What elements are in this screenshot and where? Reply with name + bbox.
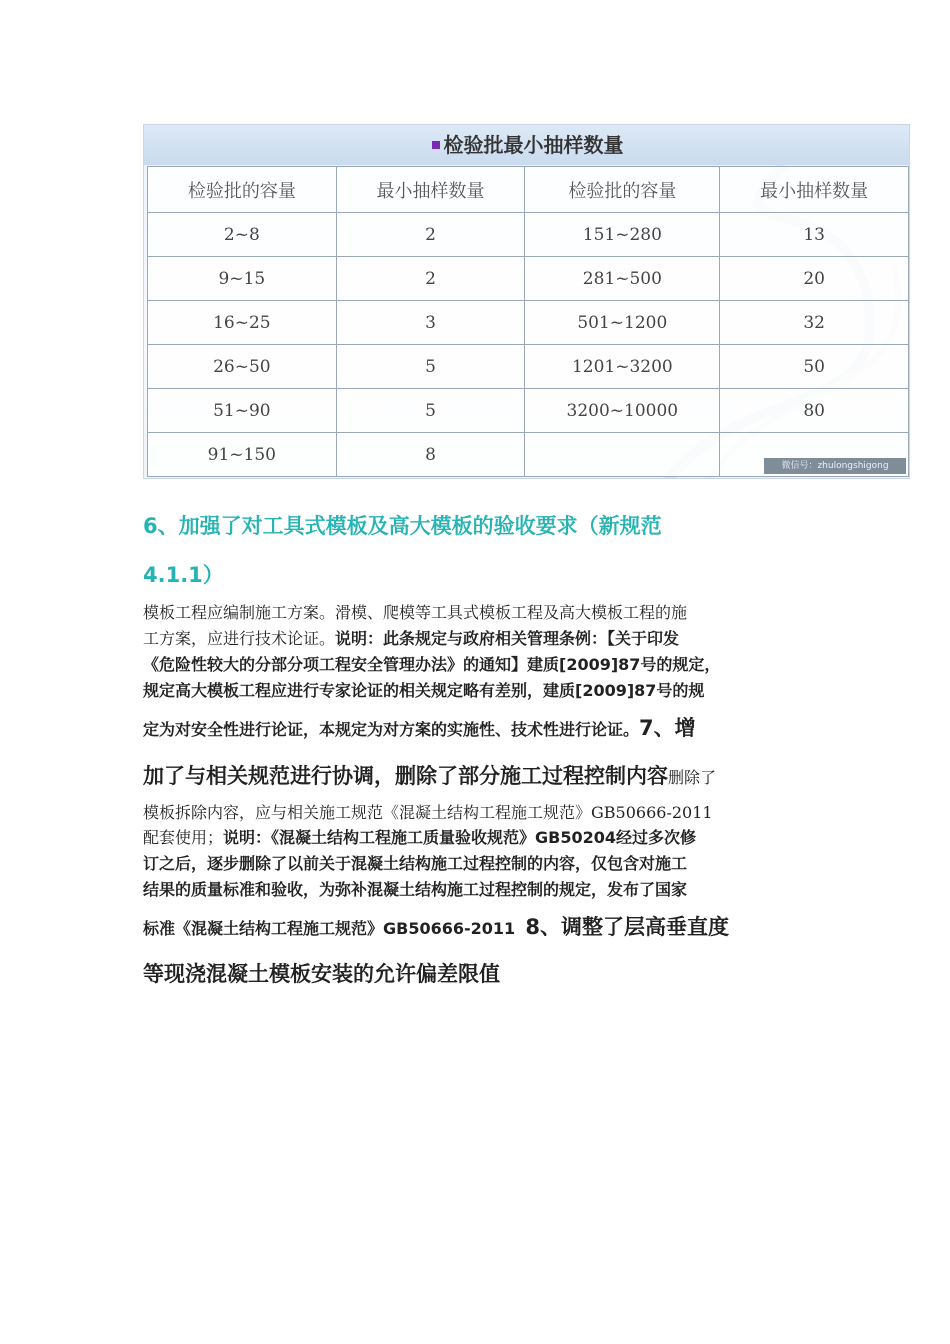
table-title <box>144 125 910 165</box>
title-bullet-icon <box>432 141 440 149</box>
table-cell: 3200~10000 <box>525 389 720 433</box>
table-cell: 80 <box>720 389 909 433</box>
table-cell: 50 <box>720 345 909 389</box>
table-cell: 5 <box>336 389 525 433</box>
table-row <box>148 301 909 345</box>
watermark: 微信号：zhulongshigong <box>764 458 906 474</box>
table-cell: 16~25 <box>148 301 337 345</box>
body-text: 删除了 <box>668 768 717 787</box>
body-line <box>143 825 696 848</box>
table-cell: 9~15 <box>148 257 337 301</box>
table-cell: 51~90 <box>148 389 337 433</box>
section-7-heading-end: 加了与相关规范进行协调，删除了部分施工过程控制内容 <box>143 764 668 788</box>
header-cell: 最小抽样数量 <box>336 167 525 213</box>
body-line: 规定高大模板工程应进行专家论证的相关规定略有差别，建质[2009]87号的规 <box>143 681 705 700</box>
table-header-row <box>148 167 909 213</box>
table-cell: 5 <box>336 345 525 389</box>
header-cell: 最小抽样数量 <box>720 167 909 213</box>
body-text: 工方案，应进行技术论证。 <box>143 629 336 648</box>
header-cell: 检验批的容量 <box>525 167 720 213</box>
body-line <box>143 911 729 941</box>
section-7-heading-start: 7、增 <box>639 716 696 740</box>
sampling-table-figure <box>143 124 910 479</box>
section-8-heading-end: 等现浇混凝土模板安装的允许偏差限值 <box>143 962 500 986</box>
table-cell: 151~280 <box>525 213 720 257</box>
table-cell: 3 <box>336 301 525 345</box>
note-text: 标准《混凝土结构工程施工规范》GB50666-2011 <box>143 919 516 938</box>
table-cell: 91~150 <box>148 433 337 477</box>
note-text: 说明：此条规定与政府相关管理条例：【关于印发 <box>335 629 680 648</box>
sampling-table <box>147 166 909 477</box>
table-cell: 26~50 <box>148 345 337 389</box>
table-cell <box>525 433 720 477</box>
table-cell: 501~1200 <box>525 301 720 345</box>
body-text: 配套使用； <box>143 828 224 847</box>
table-row <box>148 213 909 257</box>
header-cell: 检验批的容量 <box>148 167 337 213</box>
table-cell: 8 <box>336 433 525 477</box>
table-row <box>148 389 909 433</box>
table-cell: 2~8 <box>148 213 337 257</box>
body-line: 模板工程应编制施工方案。滑模、爬模等工具式模板工程及高大模板工程的施 <box>143 603 688 622</box>
table-cell: 2 <box>336 213 525 257</box>
body-line: 订之后，逐步删除了以前关于混凝土结构施工过程控制的内容，仅包含对施工 <box>143 854 688 873</box>
table-row <box>148 257 909 301</box>
body-line <box>143 626 679 649</box>
spacer <box>515 919 525 938</box>
body-line: 《危险性较大的分部分项工程安全管理办法》的通知】建质[2009]87号的规定， <box>143 655 721 674</box>
note-text: 定为对安全性进行论证，本规定为对方案的实施性、技术性进行论证。 <box>143 720 640 739</box>
body-line <box>143 760 716 790</box>
body-line: 模板拆除内容，应与相关施工规范《混凝土结构工程施工规范》GB50666-2011 <box>143 803 713 822</box>
table-title-text: 检验批最小抽样数量 <box>443 133 624 157</box>
section-6-heading-line2: 4.1.1） <box>143 563 224 587</box>
note-text: 说明：《混凝土结构工程施工质量验收规范》GB50204经过多次修 <box>223 828 697 847</box>
body-line <box>143 712 696 742</box>
table-cell: 1201~3200 <box>525 345 720 389</box>
table-cell: 13 <box>720 213 909 257</box>
section-6-heading-line1: 6、加强了对工具式模板及高大模板的验收要求（新规范 <box>143 514 662 538</box>
table-cell: 32 <box>720 301 909 345</box>
table-cell: 2 <box>336 257 525 301</box>
body-line: 结果的质量标准和验收，为弥补混凝土结构施工过程控制的规定，发布了国家 <box>143 880 688 899</box>
table-row <box>148 345 909 389</box>
table-cell: 20 <box>720 257 909 301</box>
table-cell: 281~500 <box>525 257 720 301</box>
section-8-heading-start: 8、调整了层高垂直度 <box>525 915 729 939</box>
